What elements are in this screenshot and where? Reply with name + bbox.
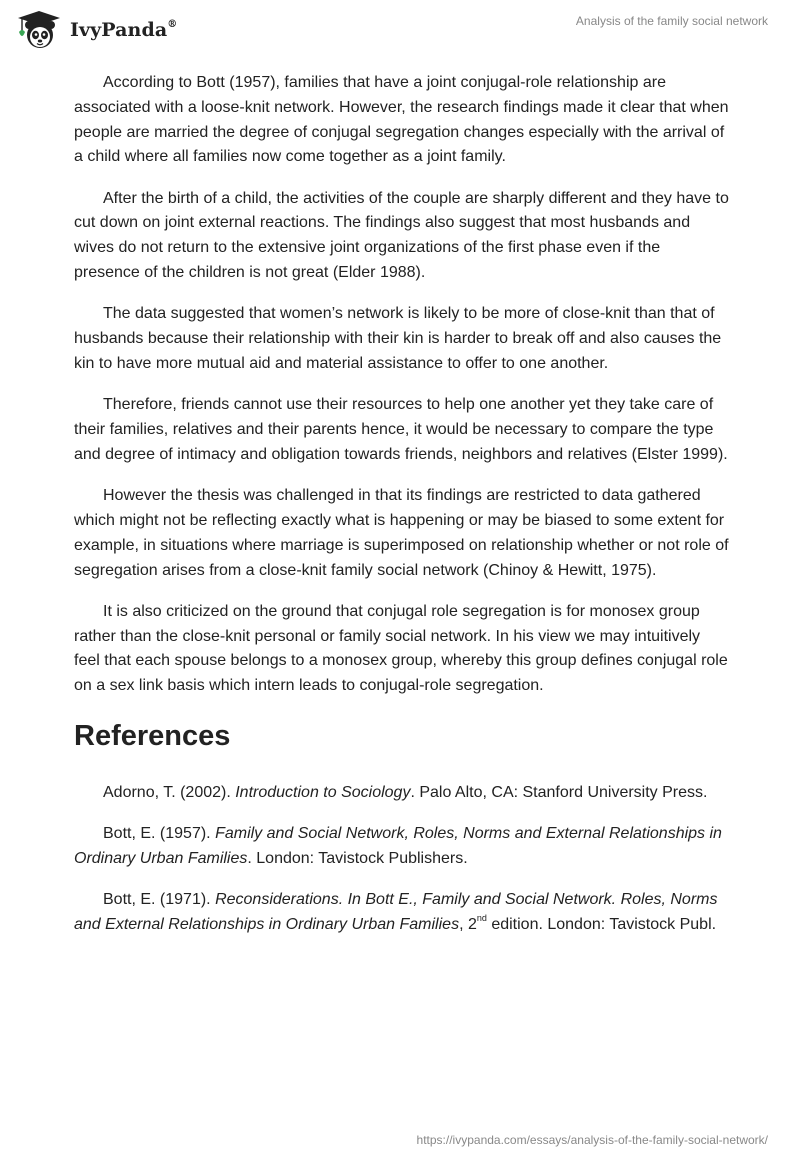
body-paragraph-4: Therefore, friends cannot use their resources to help one another yet they take care of their families, relatives and their parents hence, it would be necessary to compare the type and degree of intimacy and obligation towards friends, neighbors and relatives (Elster 1999). <box>74 396 728 463</box>
source-url[interactable]: https://ivypanda.com/essays/analysis-of-the-family-social-network/ <box>416 1133 768 1147</box>
reference-item: Bott, E. (1957). Family and Social Network, Roles, Norms and External Relationships in Ordinary Urban Families. London: Tavistock Publishers. <box>74 824 722 867</box>
page-title: Analysis of the family social network <box>575 14 768 28</box>
ivypanda-logo[interactable] <box>16 10 177 50</box>
panda-graduate-icon <box>16 10 62 50</box>
essay-body <box>74 71 730 954</box>
brand-name: IvyPanda® <box>70 18 178 41</box>
registered-mark: ® <box>167 18 178 30</box>
body-paragraph-2: After the birth of a child, the activities of the couple are sharply different and they have to cut down on joint external reactions. The findings also suggest that most husbands and wives do not return to the extensive joint organizations of the first phase even if the presence of the children is not great (Elder 1988). <box>74 189 729 282</box>
references-heading: References <box>74 719 231 752</box>
body-paragraph-3: The data suggested that women’s network is likely to be more of close-knit than that of husbands because their relationship with their kin is harder to break off and also causes the kin to have more mutual aid and material assistance to offer to one another. <box>74 305 722 372</box>
body-paragraph-5: However the thesis was challenged in that its findings are restricted to data gathered which might not be reflecting exactly what is happening or may be biased to some extent for example, in situations where marriage is superimposed on relationship whether or not role of segregation arises from a close-knit family social network (Chinoy & Hewitt, 1975). <box>74 487 729 579</box>
reference-item: Adorno, T. (2002). Introduction to Sociology. Palo Alto, CA: Stanford University Press. <box>103 783 708 801</box>
body-paragraph-1: According to Bott (1957), families that have a joint conjugal-role relationship are associated with a loose-knit network. However, the research findings made it clear that when people are married the degree of conjugal segregation changes especially with the arrival of a child where all families now come together as a joint family. <box>74 74 729 166</box>
body-paragraph-6: It is also criticized on the ground that conjugal role segregation is for monosex group rather than the close-knit personal or family social network. In his view we may intuitively feel that each spouse belongs to a monosex group, whereby this group defines conjugal role on a sex link basis which intern leads to conjugal-role segregation. <box>74 602 728 695</box>
reference-item: Bott, E. (1971). Reconsiderations. In Bott E., Family and Social Network. Roles, Norms and External Relationships in Ordinary Urban Families, 2nd edition. London: Tavistock Publ. <box>74 890 718 933</box>
page-header <box>0 0 800 60</box>
